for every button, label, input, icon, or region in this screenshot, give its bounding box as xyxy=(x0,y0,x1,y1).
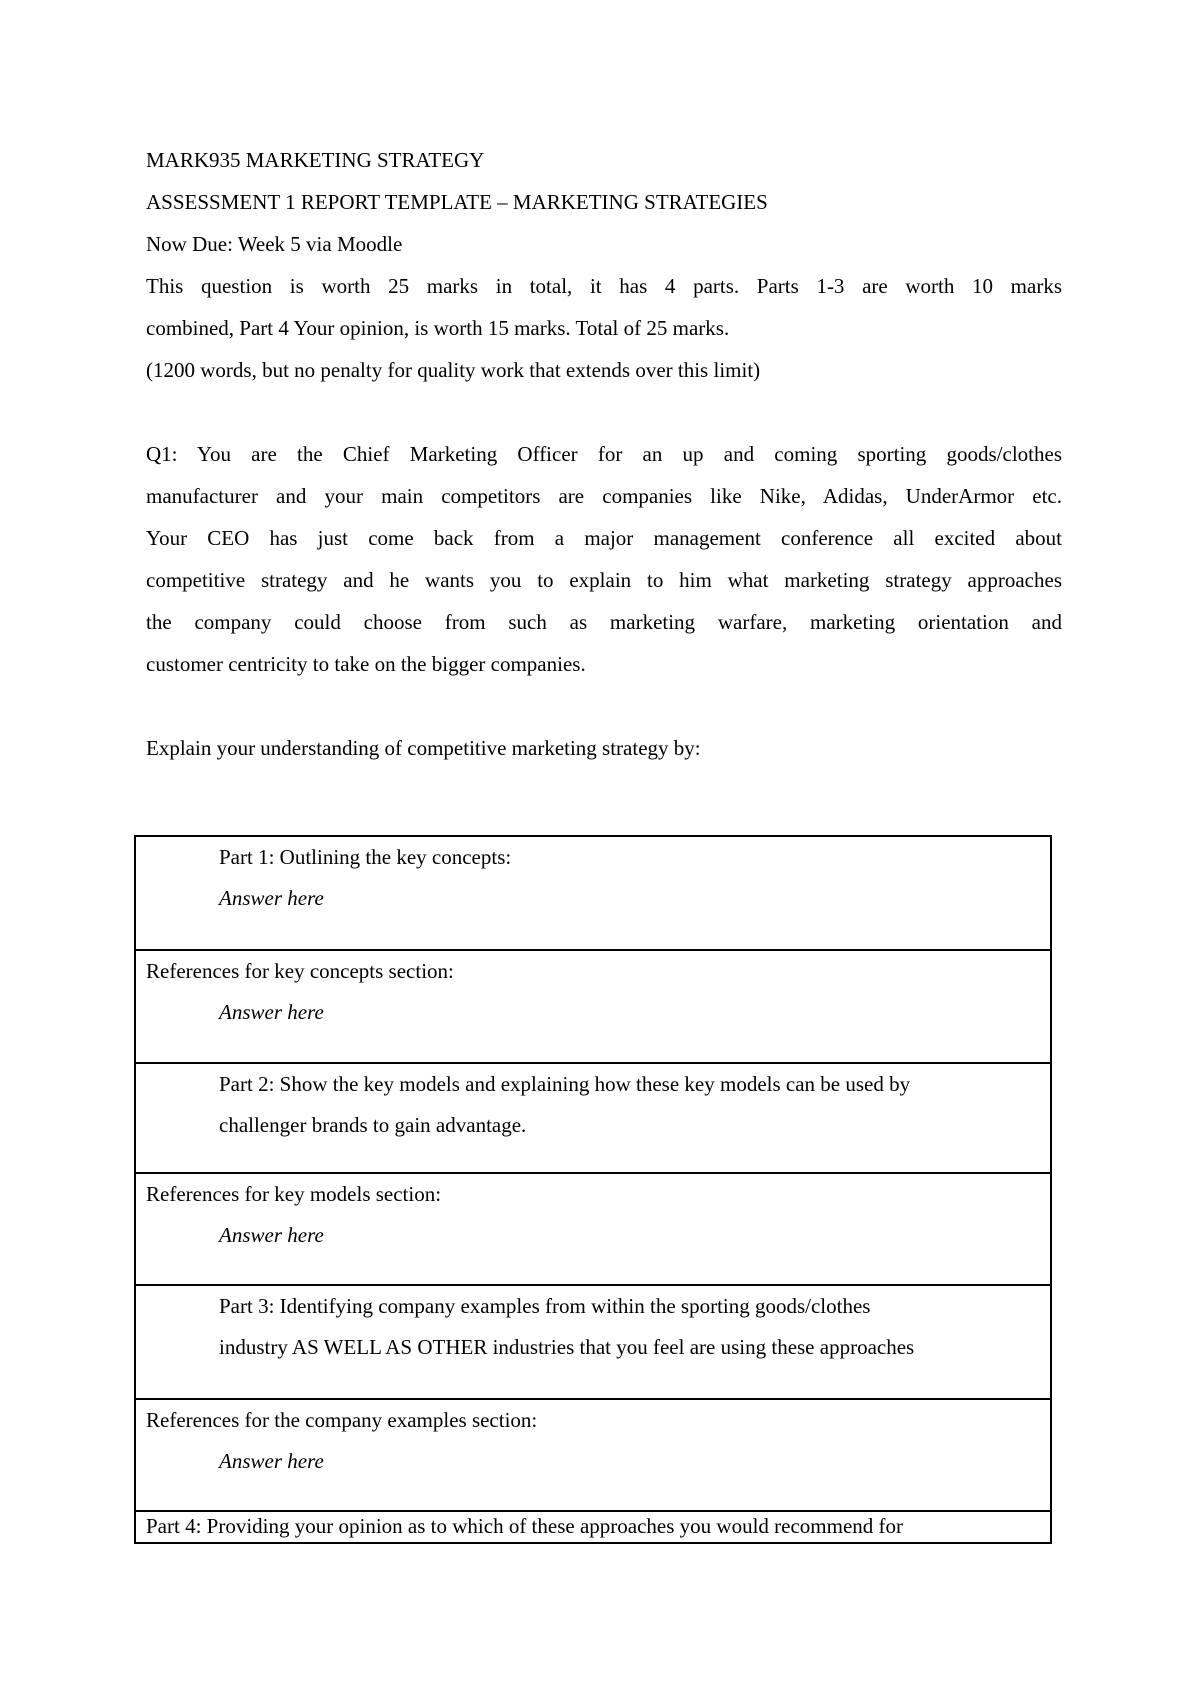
ref2-answer[interactable]: Answer here xyxy=(219,1223,324,1247)
ref1-answer[interactable]: Answer here xyxy=(219,1000,324,1024)
part4-label: Part 4: Providing your opinion as to which of these approaches you would recommend for xyxy=(146,1514,904,1538)
ref3-answer[interactable]: Answer here xyxy=(219,1449,324,1473)
template-title: ASSESSMENT 1 REPORT TEMPLATE – MARKETING STRATEGIES xyxy=(146,190,768,214)
marks-line-1: This question is worth 25 marks in total, it has 4 parts. Parts 1-3 are worth 10 marks xyxy=(146,274,1062,298)
question-line-1: Q1: You are the Chief Marketing Officer for an up and coming sporting goods/clothes xyxy=(146,442,1062,466)
part2-line-1: Part 2: Show the key models and explaining how these key models can be used by xyxy=(219,1072,911,1096)
table-row-ref3 xyxy=(135,1399,1051,1511)
table-row-ref1 xyxy=(135,950,1051,1063)
part2-cell[interactable] xyxy=(135,1063,1051,1173)
part3-cell[interactable] xyxy=(135,1285,1051,1399)
answer-table xyxy=(134,835,1052,1544)
table-row-part4 xyxy=(135,1511,1051,1543)
marks-line-2: combined, Part 4 Your opinion, is worth 15 marks. Total of 25 marks. xyxy=(146,316,730,340)
table-row-part2 xyxy=(135,1063,1051,1173)
table-row-ref2 xyxy=(135,1173,1051,1285)
question-line-3: Your CEO has just come back from a major management conference all excited about xyxy=(146,526,1062,550)
instruction: Explain your understanding of competitive marketing strategy by: xyxy=(146,736,701,760)
part1-answer[interactable]: Answer here xyxy=(219,886,324,910)
part3-line-2: industry AS WELL AS OTHER industries that you feel are using these approaches xyxy=(219,1335,915,1359)
ref2-cell[interactable] xyxy=(135,1173,1051,1285)
header-block xyxy=(146,139,1062,769)
ref1-label: References for key concepts section: xyxy=(146,959,454,983)
part1-label: Part 1: Outlining the key concepts: xyxy=(219,845,512,869)
word-limit: (1200 words, but no penalty for quality work that extends over this limit) xyxy=(146,358,761,382)
table-row-part3 xyxy=(135,1285,1051,1399)
ref3-label: References for the company examples section: xyxy=(146,1408,538,1432)
part1-cell[interactable] xyxy=(135,836,1051,950)
part3-line-1: Part 3: Identifying company examples from within the sporting goods/clothes xyxy=(219,1294,871,1318)
due-date: Now Due: Week 5 via Moodle xyxy=(146,232,403,256)
part4-cell[interactable] xyxy=(135,1511,1051,1543)
ref2-label: References for key models section: xyxy=(146,1182,442,1206)
ref3-cell[interactable] xyxy=(135,1399,1051,1511)
part2-line-2: challenger brands to gain advantage. xyxy=(219,1113,527,1137)
blank-line xyxy=(146,685,1062,727)
question-line-5: the company could choose from such as marketing warfare, marketing orientation and xyxy=(146,610,1062,634)
question-line-2: manufacturer and your main competitors are companies like Nike, Adidas, UnderArmor etc. xyxy=(146,484,1062,508)
question-line-4: competitive strategy and he wants you to explain to him what marketing strategy approaches xyxy=(146,568,1062,592)
table-row-part1 xyxy=(135,836,1051,950)
blank-line xyxy=(146,391,1062,433)
question-line-6: customer centricity to take on the bigger companies. xyxy=(146,652,586,676)
course-title: MARK935 MARKETING STRATEGY xyxy=(146,148,485,172)
ref1-cell[interactable] xyxy=(135,950,1051,1063)
